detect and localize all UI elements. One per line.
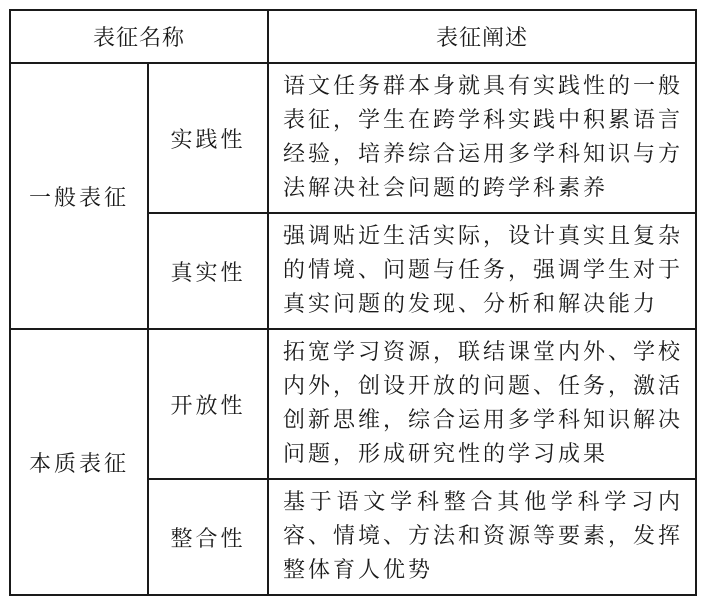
feature-name: 开放性 xyxy=(148,329,268,479)
header-description: 表征阐述 xyxy=(268,10,696,63)
feature-description: 拓宽学习资源，联结课堂内外、学校内外，创设开放的问题、任务，激活创新思维，综合运用多学科知识解决问题，形成研究性的学习成果 xyxy=(268,329,696,479)
feature-name: 实践性 xyxy=(148,63,268,213)
header-name: 表征名称 xyxy=(10,10,268,63)
feature-description: 基于语文学科整合其他学科学习内容、情境、方法和资源等要素，发挥整体育人优势 xyxy=(268,479,696,595)
category-essential: 本质表征 xyxy=(10,329,148,595)
feature-description: 语文任务群本身就具有实践性的一般表征，学生在跨学科实践中积累语言经验，培养综合运用多学科知识与方法解决社会问题的跨学科素养 xyxy=(268,63,696,213)
table-row xyxy=(10,63,696,213)
category-general: 一般表征 xyxy=(10,63,148,329)
feature-description: 强调贴近生活实际，设计真实且复杂的情境、问题与任务，强调学生对于真实问题的发现、分析和解决能力 xyxy=(268,213,696,329)
header-row xyxy=(10,10,696,63)
table-row xyxy=(10,329,696,479)
feature-table xyxy=(9,9,697,596)
feature-name: 真实性 xyxy=(148,213,268,329)
feature-name: 整合性 xyxy=(148,479,268,595)
